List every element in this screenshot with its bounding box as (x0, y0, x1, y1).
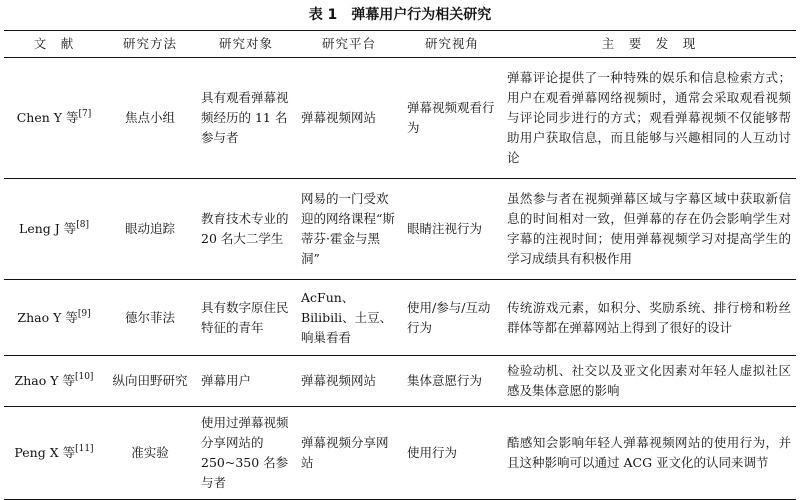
research-table (4, 30, 796, 500)
cell-subject: 弹幕用户 (201, 373, 252, 388)
author-name: Chen Y 等 (16, 110, 79, 125)
table-row (4, 58, 796, 179)
cell-method: 纵向田野研究 (112, 373, 188, 388)
header-platform: 研究平台 (321, 36, 376, 51)
cell-author (4, 407, 104, 500)
table-number: 表 1 (308, 7, 338, 23)
citation-ref: [8] (76, 220, 89, 230)
citation-ref: [7] (78, 109, 92, 119)
cell-perspective: 集体意愿行为 (407, 373, 483, 388)
table-row (4, 280, 796, 356)
cell-findings: 传统游戏元素，如积分、奖励系统、排行榜和粉丝群体等都在弹幕网站上得到了很好的设计 (507, 299, 791, 335)
table-row (4, 356, 796, 407)
cell-author (4, 58, 104, 179)
cell-platform: AcFun、Bilibili、土豆、响巢看看 (301, 289, 393, 345)
header-method: 研究方法 (122, 36, 177, 51)
author-name: Leng J 等 (19, 221, 77, 236)
author-name: Peng X 等 (14, 445, 76, 460)
cell-subject: 教育技术专业的 20 名大二学生 (201, 211, 289, 246)
cell-method: 眼动追踪 (124, 221, 175, 236)
cell-platform: 弹幕视频网站 (301, 110, 377, 125)
cell-method: 焦点小组 (124, 110, 175, 125)
author-name: Zhao Y 等 (14, 373, 75, 388)
table-caption (0, 4, 800, 24)
citation-ref: [9] (77, 308, 91, 319)
cell-author (4, 356, 104, 407)
cell-perspective: 使用/参与/互动行为 (407, 299, 491, 335)
table-row (4, 179, 796, 280)
table-title: 弹幕用户行为相关研究 (351, 7, 492, 23)
citation-ref: [10] (74, 372, 94, 382)
table-row (4, 407, 796, 500)
cell-author (4, 179, 104, 280)
citation-ref: [11] (75, 444, 94, 454)
header-findings: 主 要 发 现 (601, 36, 697, 51)
header-literature: 文 献 (33, 36, 75, 51)
cell-author (4, 280, 104, 356)
cell-findings: 弹幕评论提供了一种特殊的娱乐和信息检索方式；用户在观看弹幕网络视频时，通常会采取观看视频与评论同步进行的方式；观看弹幕视频不仅能够帮助用户获取信息，而且能够与兴趣相同的人互动讨论 (507, 70, 791, 165)
cell-platform: 网易的一门受欢迎的网络课程“斯蒂芬·霍金与黑洞” (301, 191, 395, 266)
cell-perspective: 弹幕视频观看行为 (407, 100, 495, 135)
cell-perspective: 使用行为 (407, 445, 458, 460)
header-subject: 研究对象 (218, 36, 273, 51)
cell-subject: 具有数字原住民特征的青年 (201, 299, 289, 335)
cell-platform: 弹幕视频网站 (301, 373, 377, 388)
author-name: Zhao Y 等 (17, 309, 78, 325)
cell-subject: 使用过弹幕视频分享网站的 250~350 名参与者 (201, 415, 289, 490)
cell-findings: 酷感知会影响年轻人弹幕视频网站的使用行为，并且这种影响可以通过 ACG 亚文化的认同来调节 (507, 435, 791, 470)
cell-perspective: 眼睛注视行为 (407, 221, 483, 236)
cell-subject: 具有观看弹幕视频经历的 11 名参与者 (201, 90, 289, 145)
cell-platform: 弹幕视频分享网站 (301, 435, 389, 470)
cell-method: 德尔菲法 (124, 309, 175, 325)
cell-method: 准实验 (131, 445, 169, 460)
table-header-row (4, 31, 796, 58)
header-perspective: 研究视角 (424, 36, 479, 51)
cell-findings: 检验动机、社交以及亚文化因素对年轻人虚拟社区感及集体意愿的影响 (507, 363, 791, 398)
cell-findings: 虽然参与者在视频弹幕区域与字幕区域中获取新信息的时间相对一致，但弹幕的存在仍会影响学生对字幕的注视时间；使用弹幕视频学习对提高学生的学习成绩具有积极作用 (507, 191, 791, 266)
